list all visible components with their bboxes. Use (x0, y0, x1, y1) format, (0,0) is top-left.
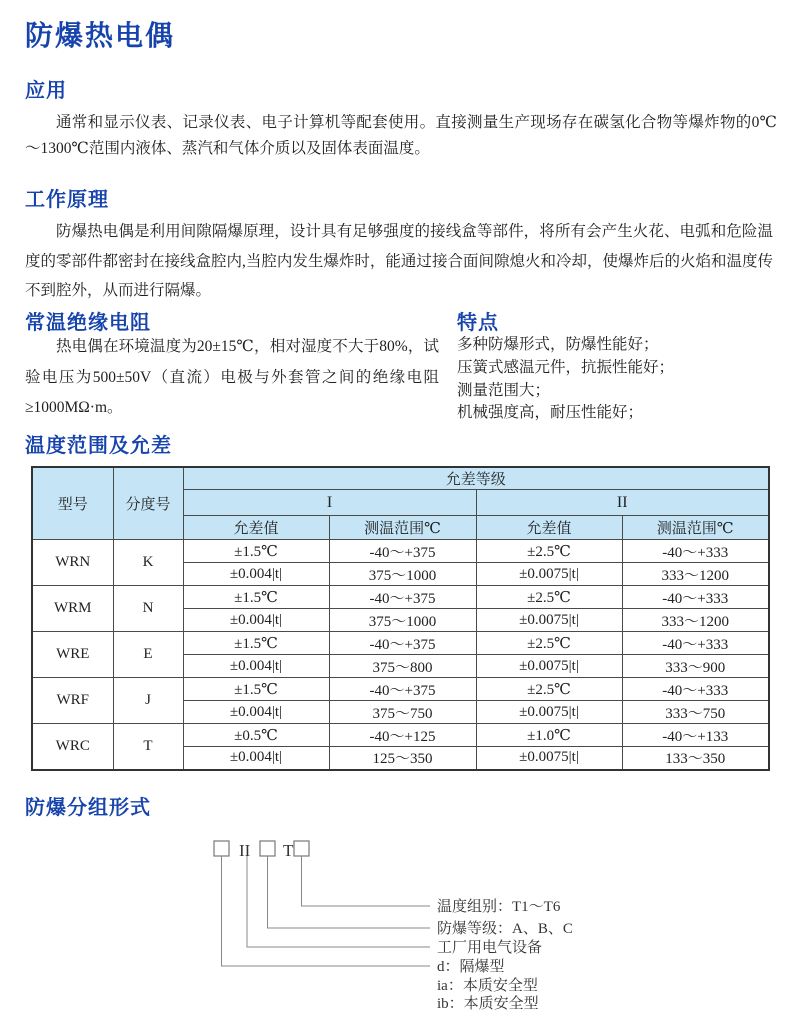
cell-value: -40～+133 (622, 724, 769, 747)
cell-value: ±1.5℃ (183, 632, 329, 655)
insulation-paragraph: 热电偶在环境温度为20±15℃，相对湿度不大于80%，试验电压为500±50V（直流）电极与外套管之间的绝缘电阻≥1000MΩ·m。 (25, 338, 439, 416)
diagram-label-type-d: d：隔爆型 (437, 959, 505, 975)
feature-item: 多种防爆形式，防爆性能好； (457, 336, 659, 353)
feature-item: 机械强度高，耐压性能好； (457, 404, 644, 422)
code-box-type (214, 841, 229, 856)
section-heading-insulation: 常温绝缘电阻 (25, 312, 151, 334)
table-header-model: 型号 (32, 467, 113, 540)
cell-value: ±0.0075|t| (476, 655, 622, 678)
cell-model: WRF (32, 678, 113, 724)
cell-value: ±0.0075|t| (476, 701, 622, 724)
cell-graduation: T (113, 724, 183, 770)
table-header-row (32, 467, 769, 490)
features-list (457, 334, 674, 425)
cell-value: ±0.5℃ (183, 724, 329, 747)
table-header-temp-range: 测温范围℃ (329, 516, 476, 540)
table-header-tolerance-value: 允差值 (476, 516, 622, 540)
table-header-tolerance-value: 允差值 (183, 516, 329, 540)
cell-value: 333～900 (622, 655, 769, 678)
section-heading-features: 特点 (457, 312, 499, 334)
cell-model: WRN (32, 540, 113, 586)
connector-line-factory (247, 856, 430, 947)
cell-value: ±2.5℃ (476, 678, 622, 701)
connector-line-type (222, 856, 431, 966)
cell-value: -40～+375 (329, 678, 476, 701)
cell-value: -40～+333 (622, 540, 769, 563)
cell-value: ±0.004|t| (183, 701, 329, 724)
cell-value: -40～+375 (329, 540, 476, 563)
cell-value: ±1.5℃ (183, 540, 329, 563)
cell-model: WRC (32, 724, 113, 770)
cell-value: ±1.5℃ (183, 586, 329, 609)
cell-value: ±0.0075|t| (476, 563, 622, 586)
table-header-class-ii: II (476, 490, 769, 516)
cell-graduation: N (113, 586, 183, 632)
cell-value: ±0.0075|t| (476, 609, 622, 632)
cell-value: -40～+333 (622, 632, 769, 655)
cell-graduation: K (113, 540, 183, 586)
cell-graduation: E (113, 632, 183, 678)
table-row (32, 678, 769, 701)
cell-value: ±2.5℃ (476, 540, 622, 563)
table-row (32, 632, 769, 655)
connector-line-grade (268, 856, 431, 928)
cell-value: ±1.5℃ (183, 678, 329, 701)
cell-value: 333～1200 (622, 609, 769, 632)
principle-paragraph: 防爆热电偶是利用间隙隔爆原理，设计具有足够强度的接线盒等部件，将所有会产生火花、电弧和危险温度的零部件都密封在接线盒腔内,当腔内发生爆炸时，能通过接合面间隙熄火和冷却，使爆炸后的火焰和温度传不到腔外，从而进行隔爆。 (25, 223, 773, 299)
code-letter-t: T (283, 841, 294, 860)
cell-value: 375～1000 (329, 563, 476, 586)
code-box-temp-group (294, 841, 309, 856)
section-heading-range: 温度范围及允差 (25, 435, 172, 457)
cell-value: -40～+333 (622, 586, 769, 609)
diagram-label-type-ia: ia：本质安全型 (437, 978, 538, 994)
table-header-temp-range: 测温范围℃ (622, 516, 769, 540)
cell-value: 333～1200 (622, 563, 769, 586)
application-paragraph: 通常和显示仪表、记录仪表、电子计算机等配套使用。直接测量生产现场存在碳氢化合物等爆炸物的0℃～1300℃范围内液体、蒸汽和气体介质以及固体表面温度。 (25, 114, 777, 157)
cell-value: ±1.0℃ (476, 724, 622, 747)
cell-value: -40～+333 (622, 678, 769, 701)
cell-value: 333～750 (622, 701, 769, 724)
section-heading-principle: 工作原理 (25, 189, 109, 211)
cell-value: ±0.004|t| (183, 609, 329, 632)
cell-value: ±0.0075|t| (476, 747, 622, 770)
table-row (32, 724, 769, 747)
explosion-proof-code-diagram (0, 835, 800, 1019)
page-title: 防爆热电偶 (25, 20, 176, 51)
diagram-label-grade: 防爆等级：A、B、C (437, 921, 573, 937)
cell-value: -40～+125 (329, 724, 476, 747)
code-roman-numeral: II (239, 841, 251, 860)
connector-line-temp-group (302, 856, 431, 906)
tolerance-table (31, 466, 770, 771)
table-header-graduation: 分度号 (113, 467, 183, 540)
cell-value: 375～800 (329, 655, 476, 678)
cell-value: 375～1000 (329, 609, 476, 632)
table-header-class-i: I (183, 490, 476, 516)
diagram-label-factory: 工厂用电气设备 (437, 940, 543, 956)
section-heading-grouping: 防爆分组形式 (25, 797, 151, 819)
cell-value: 125～350 (329, 747, 476, 770)
cell-model: WRE (32, 632, 113, 678)
cell-value: -40～+375 (329, 632, 476, 655)
table-row (32, 586, 769, 609)
section-heading-application: 应用 (25, 80, 67, 102)
cell-value: 133～350 (622, 747, 769, 770)
cell-value: -40～+375 (329, 586, 476, 609)
cell-value: ±0.004|t| (183, 747, 329, 770)
code-box-grade (260, 841, 275, 856)
diagram-label-type-ib: ib：本质安全型 (437, 996, 539, 1012)
diagram-label-temp-group: 温度组别：T1～T6 (437, 899, 561, 915)
cell-model: WRM (32, 586, 113, 632)
cell-value: ±2.5℃ (476, 586, 622, 609)
feature-item: 测量范围大； (457, 381, 551, 399)
table-header-tolerance-class: 允差等级 (183, 467, 769, 490)
cell-value: ±2.5℃ (476, 632, 622, 655)
cell-value: 375～750 (329, 701, 476, 724)
cell-value: ±0.004|t| (183, 563, 329, 586)
feature-item: 压簧式感温元件，抗振性能好； (457, 358, 675, 376)
cell-graduation: J (113, 678, 183, 724)
cell-value: ±0.004|t| (183, 655, 329, 678)
table-row (32, 540, 769, 563)
